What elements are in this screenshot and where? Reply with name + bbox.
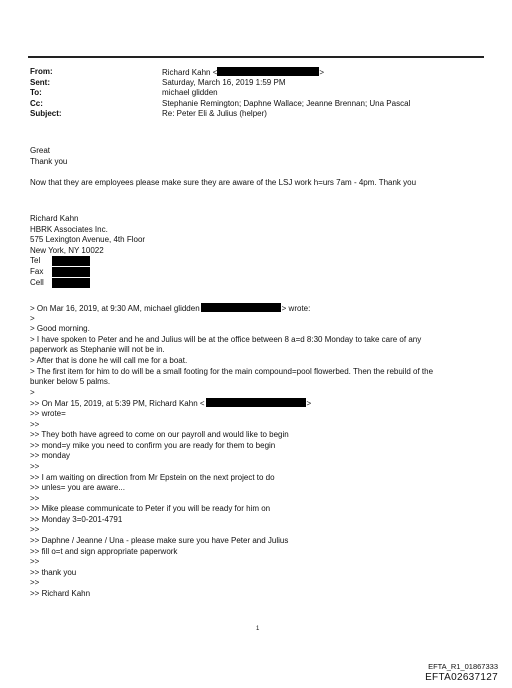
signature-address: 575 Lexington Avenue, 4th Floor — [30, 235, 146, 245]
cc-label: Cc: — [30, 98, 43, 108]
to-label: To: — [30, 88, 42, 98]
body-line — [30, 167, 416, 178]
quoted-line: >> — [30, 419, 40, 429]
redaction-block — [206, 398, 306, 407]
redaction-block — [201, 303, 281, 312]
quoted-line: >> — [30, 578, 40, 588]
quoted-line: >> Daphne / Jeanne / Una - please make sure you have Peter and Julius — [30, 536, 289, 546]
quoted-line: >> — [30, 525, 40, 535]
redaction-block — [52, 278, 90, 288]
quoted-line: >> unles= you are aware... — [30, 483, 125, 493]
message-body — [30, 146, 416, 188]
from-value-end: > — [319, 68, 325, 77]
header-divider — [28, 56, 484, 58]
redaction-block — [217, 67, 319, 76]
quoted-line: >> — [30, 557, 40, 567]
quoted-line: >> — [30, 461, 40, 471]
redaction-block — [52, 256, 90, 266]
quoted-intro: > On Mar 16, 2019, at 9:30 AM, michael glidden > wrote: — [30, 304, 311, 313]
to-value: michael glidden — [162, 88, 218, 98]
quoted-line: >> I am waiting on direction from Mr Epstein on the next project to do — [30, 472, 275, 482]
signature-city: New York, NY 10022 — [30, 245, 104, 255]
signature — [30, 214, 145, 288]
quoted-line: >> monday — [30, 451, 71, 461]
subject-value: Re: Peter Eli & Julius (helper) — [162, 109, 267, 119]
signature-tel: Tel — [30, 256, 145, 267]
quoted-line: > — [30, 313, 35, 323]
document-footer — [425, 662, 498, 684]
quoted-line: > Good morning. — [30, 324, 90, 334]
body-line: Thank you — [30, 156, 68, 166]
quoted-thread — [30, 303, 433, 600]
sent-value: Saturday, March 16, 2019 1:59 PM — [162, 77, 286, 87]
quoted-line: > After that is done he will call me for a boat. — [30, 355, 188, 365]
quoted-line: > The first item for him to do will be a small footing for the main compound=pool flowerbed. Then the rebuild of the — [30, 366, 434, 376]
footer-id-1: EFTA_R1_01867333 — [428, 662, 498, 671]
quoted-line: > — [30, 387, 35, 397]
quoted-line: >> thank you — [30, 567, 77, 577]
body-line: Great — [30, 146, 51, 155]
quoted-line: >> wrote= — [30, 408, 66, 418]
quoted-line: > I have spoken to Peter and he and Julius will be at the office between 8 a=d 8:30 Monday to take care of any — [30, 334, 422, 344]
signature-fax: Fax — [30, 267, 145, 278]
signature-name: Richard Kahn — [30, 214, 79, 223]
quoted-intro-2: >> On Mar 15, 2019, at 5:39 PM, Richard Kahn < > — [30, 399, 312, 409]
quoted-line: paperwork as Stephanie will not be in. — [30, 345, 165, 355]
quoted-line: bunker below 5 palms. — [30, 377, 111, 387]
quoted-line: >> — [30, 493, 40, 503]
quoted-line: >> Monday 3=0-201-4791 — [30, 514, 123, 524]
quoted-line: >> They both have agreed to come on our payroll and would like to begin — [30, 430, 289, 440]
from-label: From: — [30, 67, 53, 76]
signature-cell: Cell — [30, 278, 145, 289]
quoted-line: >> fill o=t and sign appropriate paperwork — [30, 546, 178, 556]
quoted-line: >> Mike please communicate to Peter if you will be ready for him on — [30, 504, 271, 514]
body-line: Now that they are employees please make sure they are aware of the LSJ work h=urs 7am - 4pm. Thank you — [30, 177, 417, 187]
from-value: Richard Kahn < — [162, 68, 218, 77]
signature-company: HBRK Associates Inc. — [30, 224, 108, 234]
redaction-block — [52, 267, 90, 277]
quoted-line: >> Richard Kahn — [30, 589, 91, 599]
sent-label: Sent: — [30, 77, 50, 87]
footer-id-2: EFTA02637127 — [425, 672, 498, 683]
cc-value: Stephanie Remington; Daphne Wallace; Jeanne Brennan; Una Pascal — [162, 98, 411, 108]
subject-label: Subject: — [30, 109, 62, 119]
quoted-line: >> mond=y mike you need to confirm you are ready for them to begin — [30, 440, 276, 450]
page-number: 1 — [256, 626, 260, 632]
